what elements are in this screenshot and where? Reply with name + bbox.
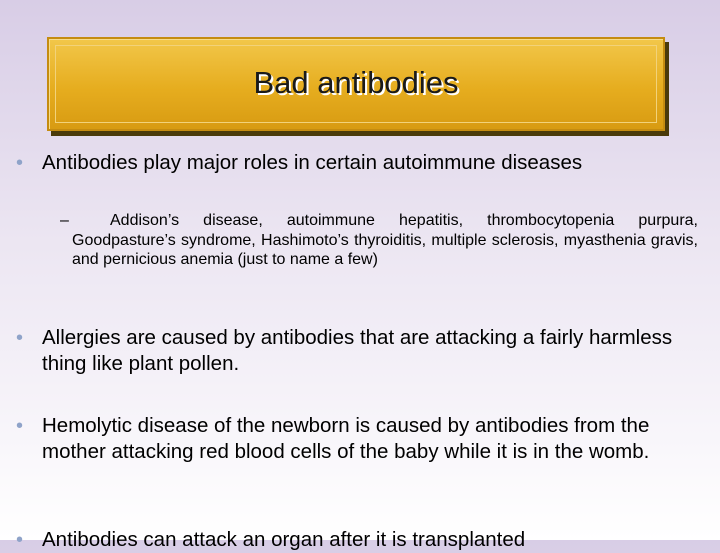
sub-bullet-marker: – (60, 212, 69, 229)
bullet-item (16, 150, 696, 176)
bullet-marker: • (16, 415, 24, 437)
bullet-marker: • (16, 529, 24, 551)
bullet-text: Antibodies play major roles in certain autoimmune diseases (42, 151, 583, 174)
bullet-text: Antibodies can attack an organ after it is transplanted (42, 528, 526, 551)
bullet-text: Hemolytic disease of the newborn is caused by antibodies from the mother attacking red blood cells of the baby while it is in the womb. (42, 414, 650, 463)
bullet-marker: • (16, 152, 24, 174)
sub-bullet-item (60, 211, 698, 270)
bullet-item (16, 413, 696, 465)
bullet-item (16, 325, 696, 377)
bullet-item (16, 527, 696, 553)
slide-title: Bad antibodies (253, 65, 459, 100)
bullet-text: Allergies are caused by antibodies that are attacking a fairly harmless thing like plant pollen. (42, 326, 673, 375)
bullet-marker: • (16, 327, 24, 349)
sub-bullet-text: Addison’s disease, autoimmune hepatitis, thrombocytopenia purpura, Goodpasture’s syndrome, Hashimoto’s thyroiditis, multiple sclerosis, myasthenia gravis, and pernicious anemia (just to name a few) (72, 212, 698, 268)
